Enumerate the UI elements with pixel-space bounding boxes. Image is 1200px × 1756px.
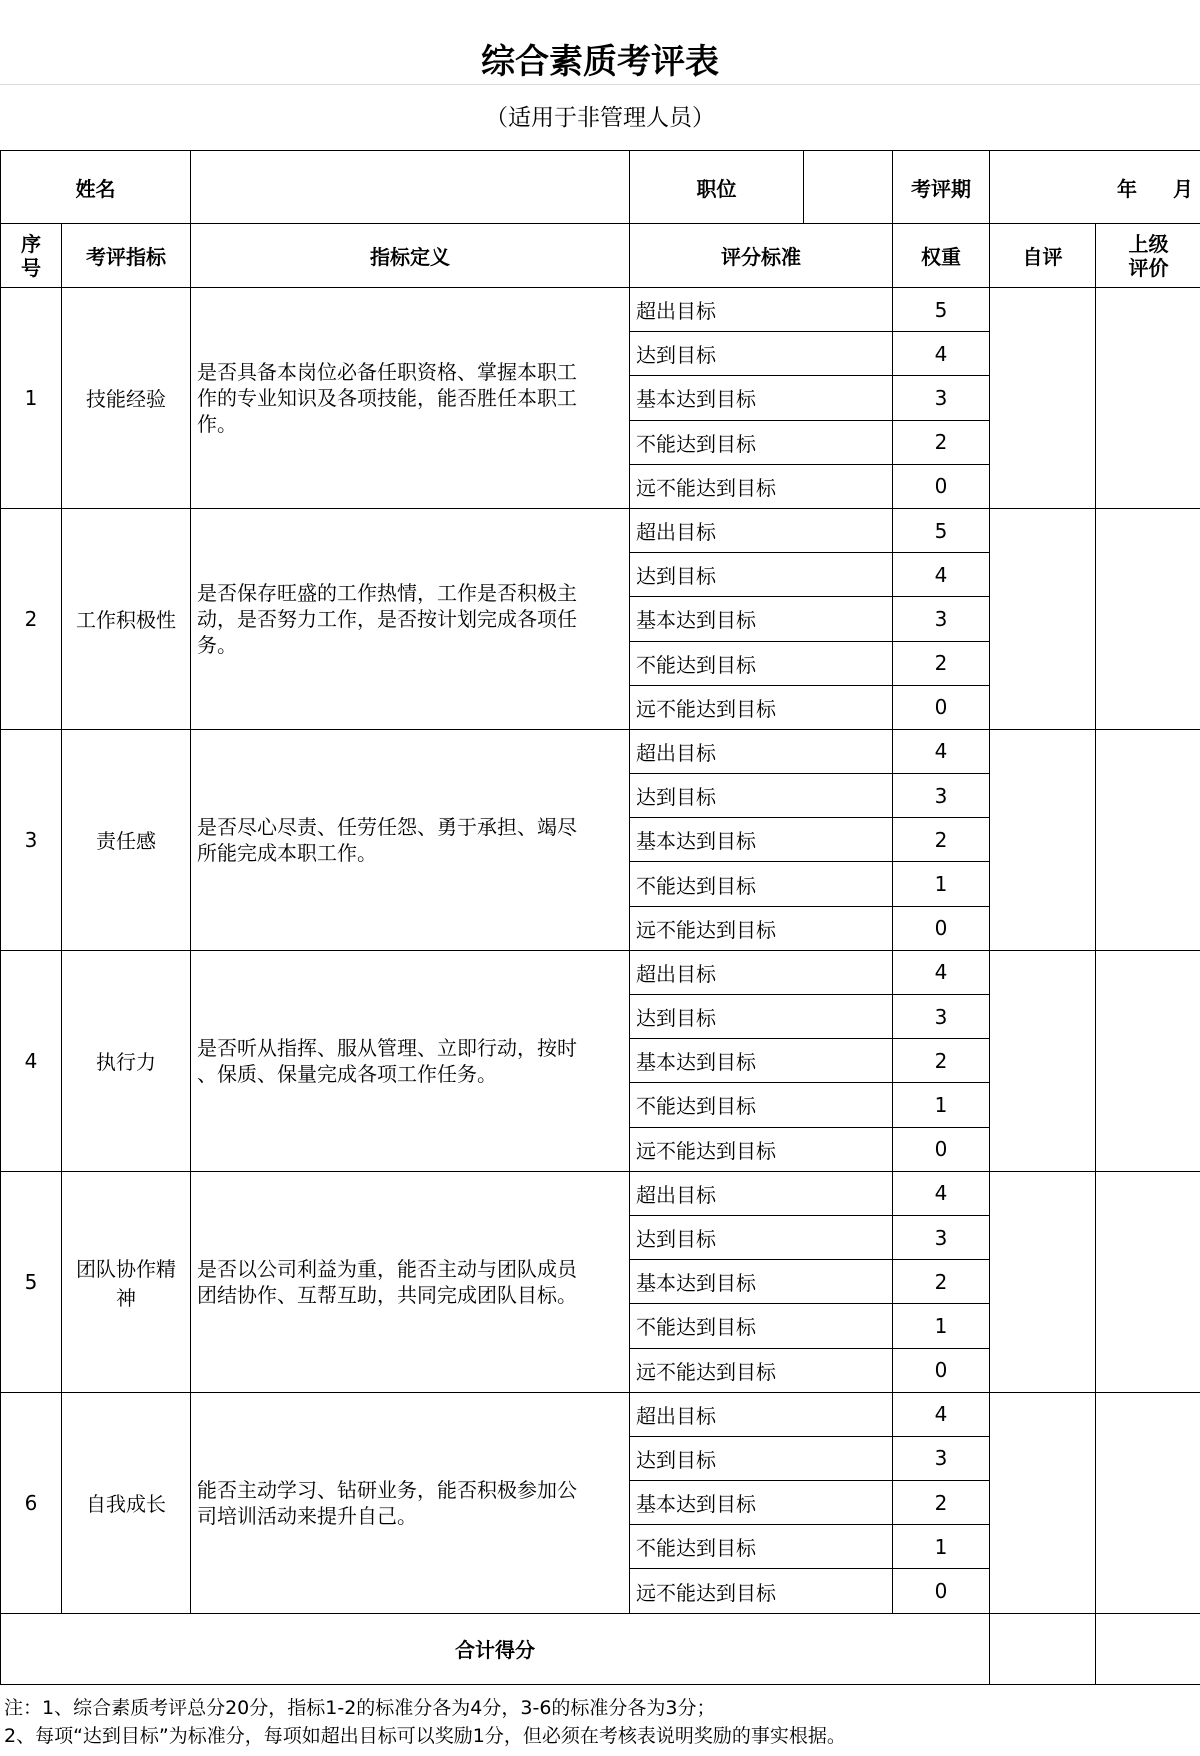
definition-header: 指标定义: [191, 224, 630, 288]
definition-line: 务。: [197, 632, 237, 657]
criterion-weight: 3: [893, 995, 990, 1039]
criterion-weight: 3: [893, 376, 990, 420]
criterion-label: 远不能达到目标: [630, 1569, 893, 1613]
criterion-weight: 5: [893, 288, 990, 332]
total-label: 合计得分: [1, 1613, 990, 1684]
definition-line: 是否听从指挥、服从管理、立即行动，按时: [197, 1035, 577, 1060]
position-label: 职位: [630, 151, 804, 224]
criterion-weight: 2: [893, 1260, 990, 1304]
item-definition: [191, 1392, 630, 1613]
criterion-label: 超出目标: [630, 729, 893, 773]
definition-line: 、保质、保量完成各项工作任务。: [197, 1061, 497, 1086]
item-indicator: [62, 729, 191, 950]
criterion-weight: 0: [893, 1127, 990, 1171]
indicator-line: 团队协作精: [76, 1256, 176, 1281]
criterion-weight: 1: [893, 1083, 990, 1127]
month-label: 月: [1173, 176, 1193, 201]
criterion-label: 基本达到目标: [630, 376, 893, 420]
superior-eval-cell[interactable]: [1096, 1392, 1200, 1613]
item-indicator: [62, 508, 191, 729]
criterion-label: 不能达到目标: [630, 641, 893, 685]
self-eval-cell[interactable]: [990, 1392, 1096, 1613]
item-seq: 5: [1, 1171, 62, 1392]
item-indicator: [62, 288, 191, 509]
criterion-weight: 0: [893, 906, 990, 950]
criterion-label: 基本达到目标: [630, 818, 893, 862]
period-label: 考评期: [893, 151, 990, 224]
criterion-weight: 0: [893, 1569, 990, 1613]
item-seq: 1: [1, 288, 62, 509]
criterion-label: 远不能达到目标: [630, 685, 893, 729]
criterion-label: 远不能达到目标: [630, 1348, 893, 1392]
total-superior-cell[interactable]: [1096, 1613, 1200, 1684]
total-self-cell[interactable]: [990, 1613, 1096, 1684]
criterion-label: 不能达到目标: [630, 420, 893, 464]
name-field[interactable]: [191, 151, 630, 224]
criterion-weight: 5: [893, 508, 990, 552]
superior-eval-cell[interactable]: [1096, 950, 1200, 1171]
item-definition: [191, 1171, 630, 1392]
indicator-line: 执行力: [96, 1050, 156, 1075]
criterion-row: [1, 508, 1200, 552]
definition-line: 动，是否努力工作，是否按计划完成各项任: [197, 606, 577, 631]
indicator-line: 责任感: [96, 829, 156, 854]
column-header-row: [1, 224, 1200, 288]
self-eval-cell[interactable]: [990, 1171, 1096, 1392]
item-definition: [191, 729, 630, 950]
item-seq: 4: [1, 950, 62, 1171]
superior-eval-cell[interactable]: [1096, 729, 1200, 950]
criterion-label: 达到目标: [630, 774, 893, 818]
evaluation-table: [0, 150, 1200, 1685]
criterion-label: 达到目标: [630, 332, 893, 376]
criterion-weight: 1: [893, 1525, 990, 1569]
self-eval-cell[interactable]: [990, 950, 1096, 1171]
superior-eval-cell[interactable]: [1096, 508, 1200, 729]
criterion-label: 超出目标: [630, 508, 893, 552]
definition-line: 司培训活动来提升自己。: [197, 1503, 417, 1528]
definition-line: 是否尽心尽责、任劳任怨、勇于承担、竭尽: [197, 814, 577, 839]
item-indicator: [62, 1392, 191, 1613]
definition-line: 是否具备本岗位必备任职资格、掌握本职工: [197, 359, 577, 384]
criterion-weight: 4: [893, 729, 990, 773]
form-title: 综合素质考评表: [481, 42, 719, 82]
self-eval-cell[interactable]: [990, 288, 1096, 509]
weight-header: 权重: [893, 224, 990, 288]
criterion-weight: 2: [893, 641, 990, 685]
note-line-2: 2、每项“达到目标”为标准分，每项如超出目标可以奖励1分，但必须在考核表说明奖励的事实根据。: [4, 1725, 846, 1747]
criterion-label: 达到目标: [630, 1215, 893, 1259]
criterion-weight: 3: [893, 774, 990, 818]
criterion-label: 超出目标: [630, 288, 893, 332]
total-row: [1, 1613, 1200, 1684]
item-definition: [191, 288, 630, 509]
indicator-header: 考评指标: [62, 224, 191, 288]
criterion-weight: 2: [893, 1481, 990, 1525]
criterion-label: 基本达到目标: [630, 1039, 893, 1083]
superior-eval-header: 上级 评价: [1096, 224, 1200, 288]
item-definition: [191, 508, 630, 729]
criterion-weight: 2: [893, 818, 990, 862]
criterion-row: [1, 729, 1200, 773]
criterion-label: 不能达到目标: [630, 1304, 893, 1348]
definition-line: 所能完成本职工作。: [197, 840, 377, 865]
seq-header: 序 号: [1, 224, 62, 288]
note-line-1: 注：1、综合素质考评总分20分，指标1-2的标准分各为4分，3-6的标准分各为3分；: [4, 1697, 716, 1719]
position-field[interactable]: [804, 151, 893, 224]
name-label: 姓名: [1, 151, 191, 224]
criterion-row: [1, 950, 1200, 994]
definition-line: 是否保存旺盛的工作热情，工作是否积极主: [197, 580, 577, 605]
criterion-weight: 1: [893, 1304, 990, 1348]
criterion-label: 远不能达到目标: [630, 906, 893, 950]
criterion-weight: 2: [893, 420, 990, 464]
info-row: [1, 151, 1200, 224]
criterion-label: 不能达到目标: [630, 862, 893, 906]
indicator-line: 工作积极性: [76, 608, 176, 633]
criterion-weight: 4: [893, 553, 990, 597]
indicator-line: 自我成长: [86, 1492, 166, 1517]
criterion-label: 超出目标: [630, 1171, 893, 1215]
criterion-weight: 4: [893, 332, 990, 376]
item-seq: 3: [1, 729, 62, 950]
criterion-row: [1, 288, 1200, 332]
criterion-label: 达到目标: [630, 553, 893, 597]
indicator-line: 神: [116, 1285, 136, 1310]
definition-line: 团结协作、互帮互助，共同完成团队目标。: [197, 1282, 577, 1307]
self-eval-header: 自评: [990, 224, 1096, 288]
criterion-weight: 0: [893, 464, 990, 508]
criterion-row: [1, 1392, 1200, 1436]
criterion-label: 基本达到目标: [630, 1481, 893, 1525]
criterion-label: 达到目标: [630, 995, 893, 1039]
criterion-label: 基本达到目标: [630, 1260, 893, 1304]
definition-line: 是否以公司利益为重，能否主动与团队成员: [197, 1256, 577, 1281]
criterion-weight: 4: [893, 1392, 990, 1436]
period-field[interactable]: [990, 151, 1200, 224]
criterion-label: 超出目标: [630, 1392, 893, 1436]
criterion-weight: 4: [893, 950, 990, 994]
criterion-weight: 3: [893, 597, 990, 641]
criterion-weight: 2: [893, 1039, 990, 1083]
item-indicator: [62, 950, 191, 1171]
criterion-label: 不能达到目标: [630, 1083, 893, 1127]
self-eval-cell[interactable]: [990, 508, 1096, 729]
criterion-weight: 3: [893, 1436, 990, 1480]
item-definition: [191, 950, 630, 1171]
criterion-weight: 1: [893, 862, 990, 906]
superior-eval-cell[interactable]: [1096, 1171, 1200, 1392]
definition-line: 能否主动学习、钻研业务，能否积极参加公: [197, 1477, 577, 1502]
criterion-weight: 0: [893, 685, 990, 729]
year-label: 年: [1117, 176, 1137, 201]
criterion-label: 远不能达到目标: [630, 1127, 893, 1171]
superior-eval-cell[interactable]: [1096, 288, 1200, 509]
item-seq: 6: [1, 1392, 62, 1613]
item-seq: 2: [1, 508, 62, 729]
item-indicator: [62, 1171, 191, 1392]
criterion-label: 基本达到目标: [630, 597, 893, 641]
criterion-label: 远不能达到目标: [630, 464, 893, 508]
criterion-label: 达到目标: [630, 1436, 893, 1480]
form-subtitle: （适用于非管理人员）: [485, 105, 715, 131]
definition-line: 作。: [197, 411, 237, 436]
self-eval-cell[interactable]: [990, 729, 1096, 950]
criterion-label: 不能达到目标: [630, 1525, 893, 1569]
criterion-row: [1, 1171, 1200, 1215]
definition-line: 作的专业知识及各项技能，能否胜任本职工: [197, 385, 577, 410]
criterion-weight: 0: [893, 1348, 990, 1392]
criterion-label: 超出目标: [630, 950, 893, 994]
indicator-line: 技能经验: [86, 387, 166, 412]
standard-header: 评分标准: [630, 224, 893, 288]
criterion-weight: 3: [893, 1215, 990, 1259]
criterion-weight: 4: [893, 1171, 990, 1215]
